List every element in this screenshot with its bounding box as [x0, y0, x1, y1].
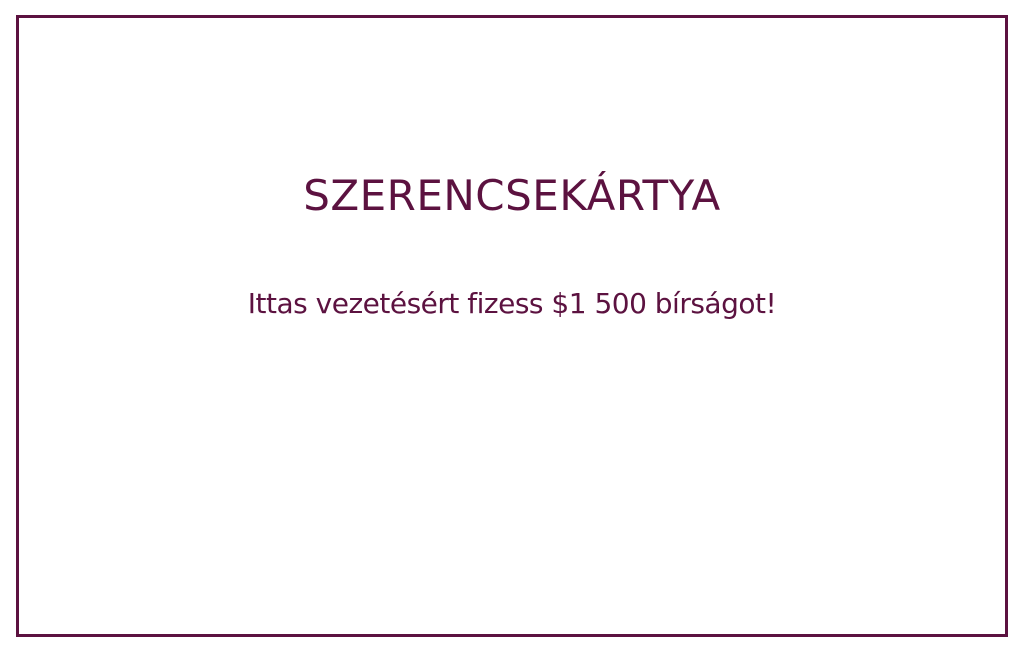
card-title: SZERENCSEKÁRTYA [303, 171, 721, 220]
card-text: Ittas vezetésért fizess $1 500 bírságot! [247, 287, 777, 320]
chance-card [16, 15, 1008, 637]
